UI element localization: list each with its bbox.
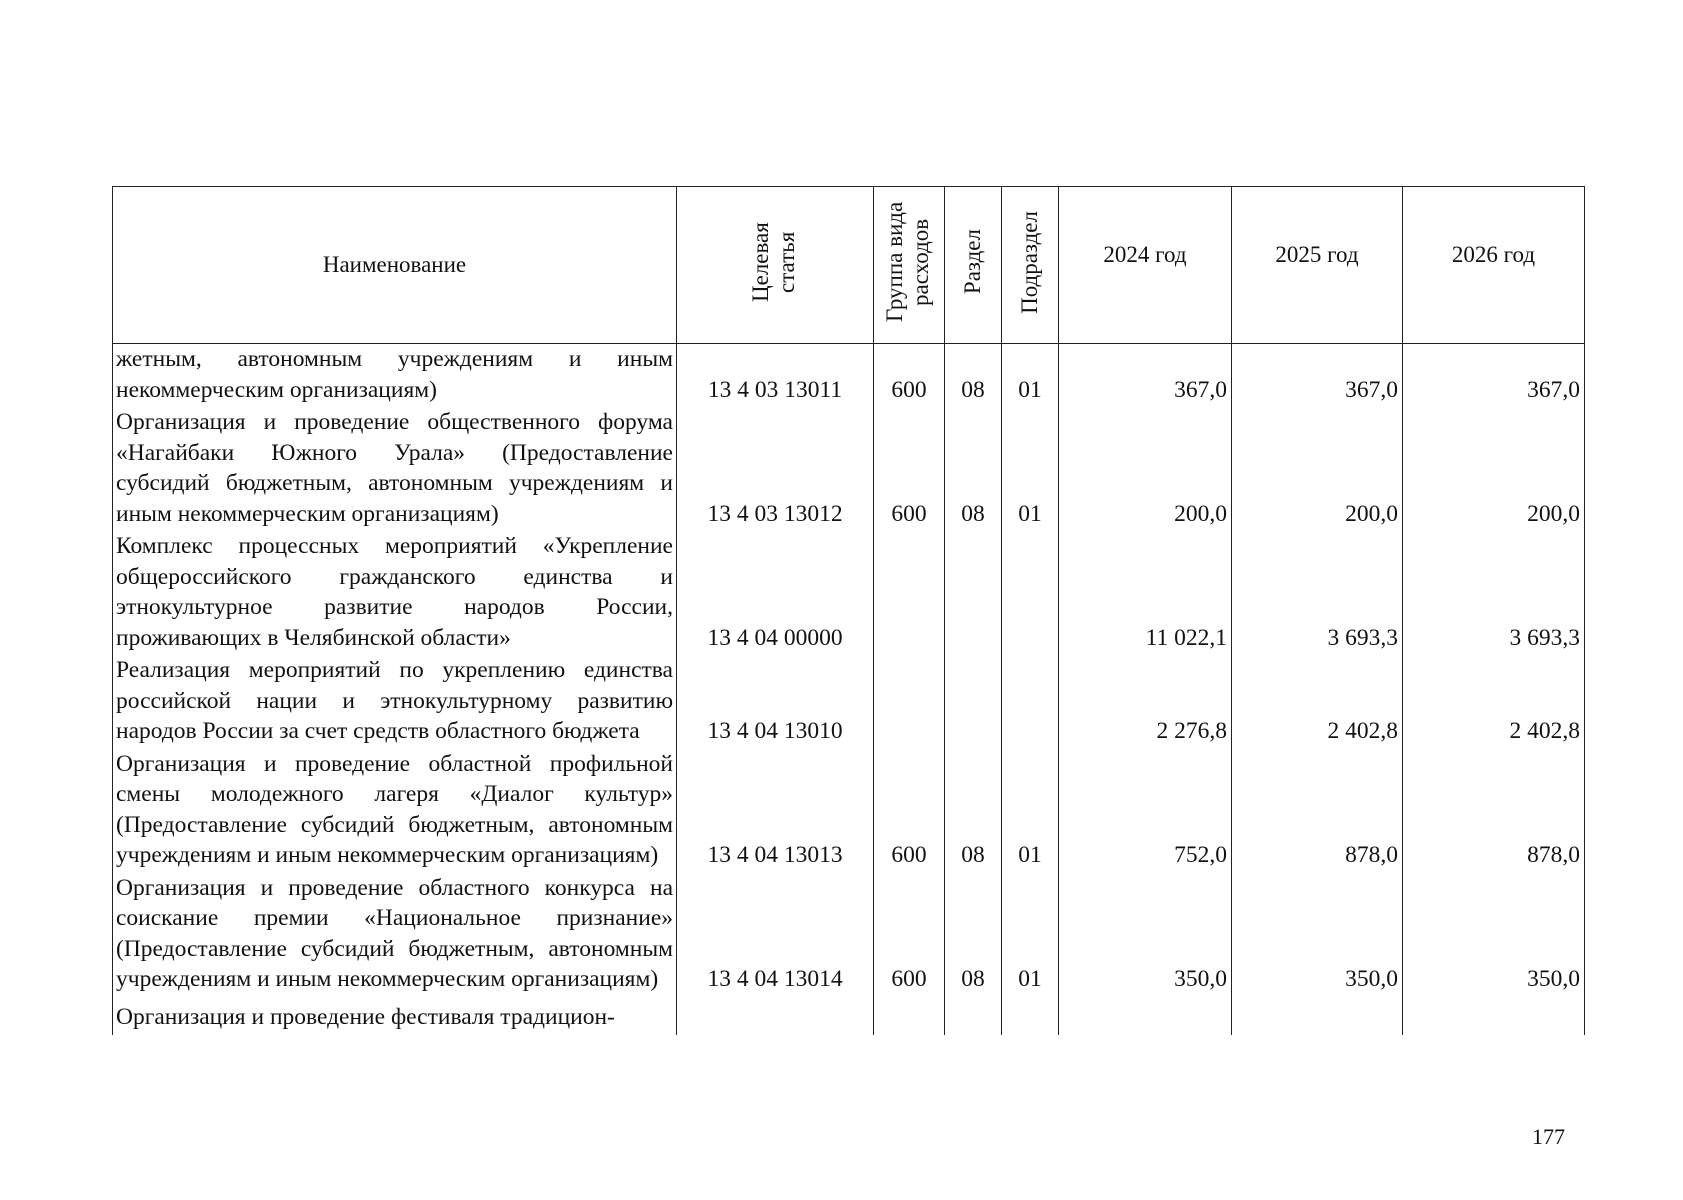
- row-subsection: 01: [1002, 873, 1059, 997]
- row-value-2026: 367,0: [1403, 344, 1585, 408]
- row-section: 08: [945, 344, 1002, 408]
- header-2026-label: 2026 год: [1451, 242, 1536, 267]
- table-row: [113, 749, 1585, 873]
- row-value-2025: 367,0: [1232, 344, 1403, 408]
- table-row: [113, 407, 1585, 531]
- row-target-article: 13 4 03 13012: [677, 407, 874, 531]
- page-number: 177: [1532, 1124, 1565, 1149]
- header-2024-label: 2024 год: [1103, 242, 1187, 267]
- header-target-article: [677, 187, 874, 344]
- row-section: 08: [945, 873, 1002, 997]
- row-value-2025: 3 693,3: [1232, 531, 1403, 655]
- header-name-label: Наименование: [322, 252, 467, 277]
- row-value-2024: [1059, 997, 1232, 1035]
- row-value-2025: 2 402,8: [1232, 655, 1403, 749]
- header-target-label: Целевая статья: [748, 222, 799, 302]
- row-target-article: 13 4 04 13013: [677, 749, 874, 873]
- row-value-2026: [1403, 997, 1585, 1035]
- row-expense-group: [874, 655, 945, 749]
- row-subsection: 01: [1002, 344, 1059, 408]
- row-value-2026: 200,0: [1403, 407, 1585, 531]
- row-value-2024: 2 276,8: [1059, 655, 1232, 749]
- table-row: [113, 997, 1585, 1035]
- row-value-2026: 3 693,3: [1403, 531, 1585, 655]
- header-2024: [1059, 187, 1232, 344]
- row-value-2025: 350,0: [1232, 873, 1403, 997]
- row-expense-group: [874, 531, 945, 655]
- row-name: Организация и проведение общественного форума «Нагайбаки Южного Урала» (Предоставление субсидий бюджетным, автономным учреждениям и иным некоммерческим организациям): [113, 407, 677, 531]
- row-value-2024: 367,0: [1059, 344, 1232, 408]
- row-name: Комплекс процессных мероприятий «Укрепление общероссийского гражданского единства и этнокультурное развитие народов России, проживающих в Челябинской области»: [113, 531, 677, 655]
- row-expense-group: [874, 997, 945, 1035]
- row-section: 08: [945, 407, 1002, 531]
- row-subsection: [1002, 531, 1059, 655]
- header-section: [945, 187, 1002, 344]
- row-target-article: [677, 997, 874, 1035]
- row-name: Организация и проведение фестиваля традицион-: [113, 997, 677, 1035]
- row-target-article: 13 4 04 00000: [677, 531, 874, 655]
- header-2025: [1232, 187, 1403, 344]
- table-header-row: [113, 187, 1585, 344]
- row-value-2026: 2 402,8: [1403, 655, 1585, 749]
- row-section: [945, 997, 1002, 1035]
- header-subsection: [1002, 187, 1059, 344]
- row-section: [945, 655, 1002, 749]
- row-target-article: 13 4 04 13014: [677, 873, 874, 997]
- row-expense-group: 600: [874, 407, 945, 531]
- table-row: [113, 344, 1585, 408]
- row-value-2024: 11 022,1: [1059, 531, 1232, 655]
- row-section: [945, 531, 1002, 655]
- header-group-label: Группа вида расходов: [882, 201, 933, 323]
- budget-table: [112, 186, 1585, 1035]
- table-row: [113, 655, 1585, 749]
- row-expense-group: 600: [874, 873, 945, 997]
- table-row: [113, 531, 1585, 655]
- row-value-2025: [1232, 997, 1403, 1035]
- row-value-2024: 752,0: [1059, 749, 1232, 873]
- row-target-article: 13 4 04 13010: [677, 655, 874, 749]
- row-name: Организация и проведение областной профильной смены молодежного лагеря «Диалог культур» (Предоставление субсидий бюджетным, автономным учреждениям и иным некоммерческим организациям): [113, 749, 677, 873]
- row-value-2024: 200,0: [1059, 407, 1232, 531]
- table-row: [113, 873, 1585, 997]
- row-value-2026: 878,0: [1403, 749, 1585, 873]
- row-subsection: 01: [1002, 407, 1059, 531]
- row-value-2025: 878,0: [1232, 749, 1403, 873]
- row-expense-group: 600: [874, 344, 945, 408]
- row-name: жетным, автономным учреждениям и иным некоммерческим организациям): [113, 344, 677, 408]
- row-subsection: 01: [1002, 749, 1059, 873]
- header-name: [113, 187, 677, 344]
- row-name: Реализация мероприятий по укреплению единства российской нации и этнокультурному развитию народов России за счет средств областного бюджета: [113, 655, 677, 749]
- row-subsection: [1002, 655, 1059, 749]
- header-section-label: Раздел: [960, 229, 985, 295]
- row-section: 08: [945, 749, 1002, 873]
- row-value-2024: 350,0: [1059, 873, 1232, 997]
- row-name: Организация и проведение областного конкурса на соискание премии «Национальное признание» (Предоставление субсидий бюджетным, автономным учреждениям и иным некоммерческим организациям): [113, 873, 677, 997]
- header-2025-label: 2025 год: [1275, 242, 1359, 267]
- header-expense-group: [874, 187, 945, 344]
- header-subsection-label: Подраздел: [1017, 210, 1042, 314]
- row-target-article: 13 4 03 13011: [677, 344, 874, 408]
- row-subsection: [1002, 997, 1059, 1035]
- row-value-2025: 200,0: [1232, 407, 1403, 531]
- header-2026: [1403, 187, 1585, 344]
- row-expense-group: 600: [874, 749, 945, 873]
- row-value-2026: 350,0: [1403, 873, 1585, 997]
